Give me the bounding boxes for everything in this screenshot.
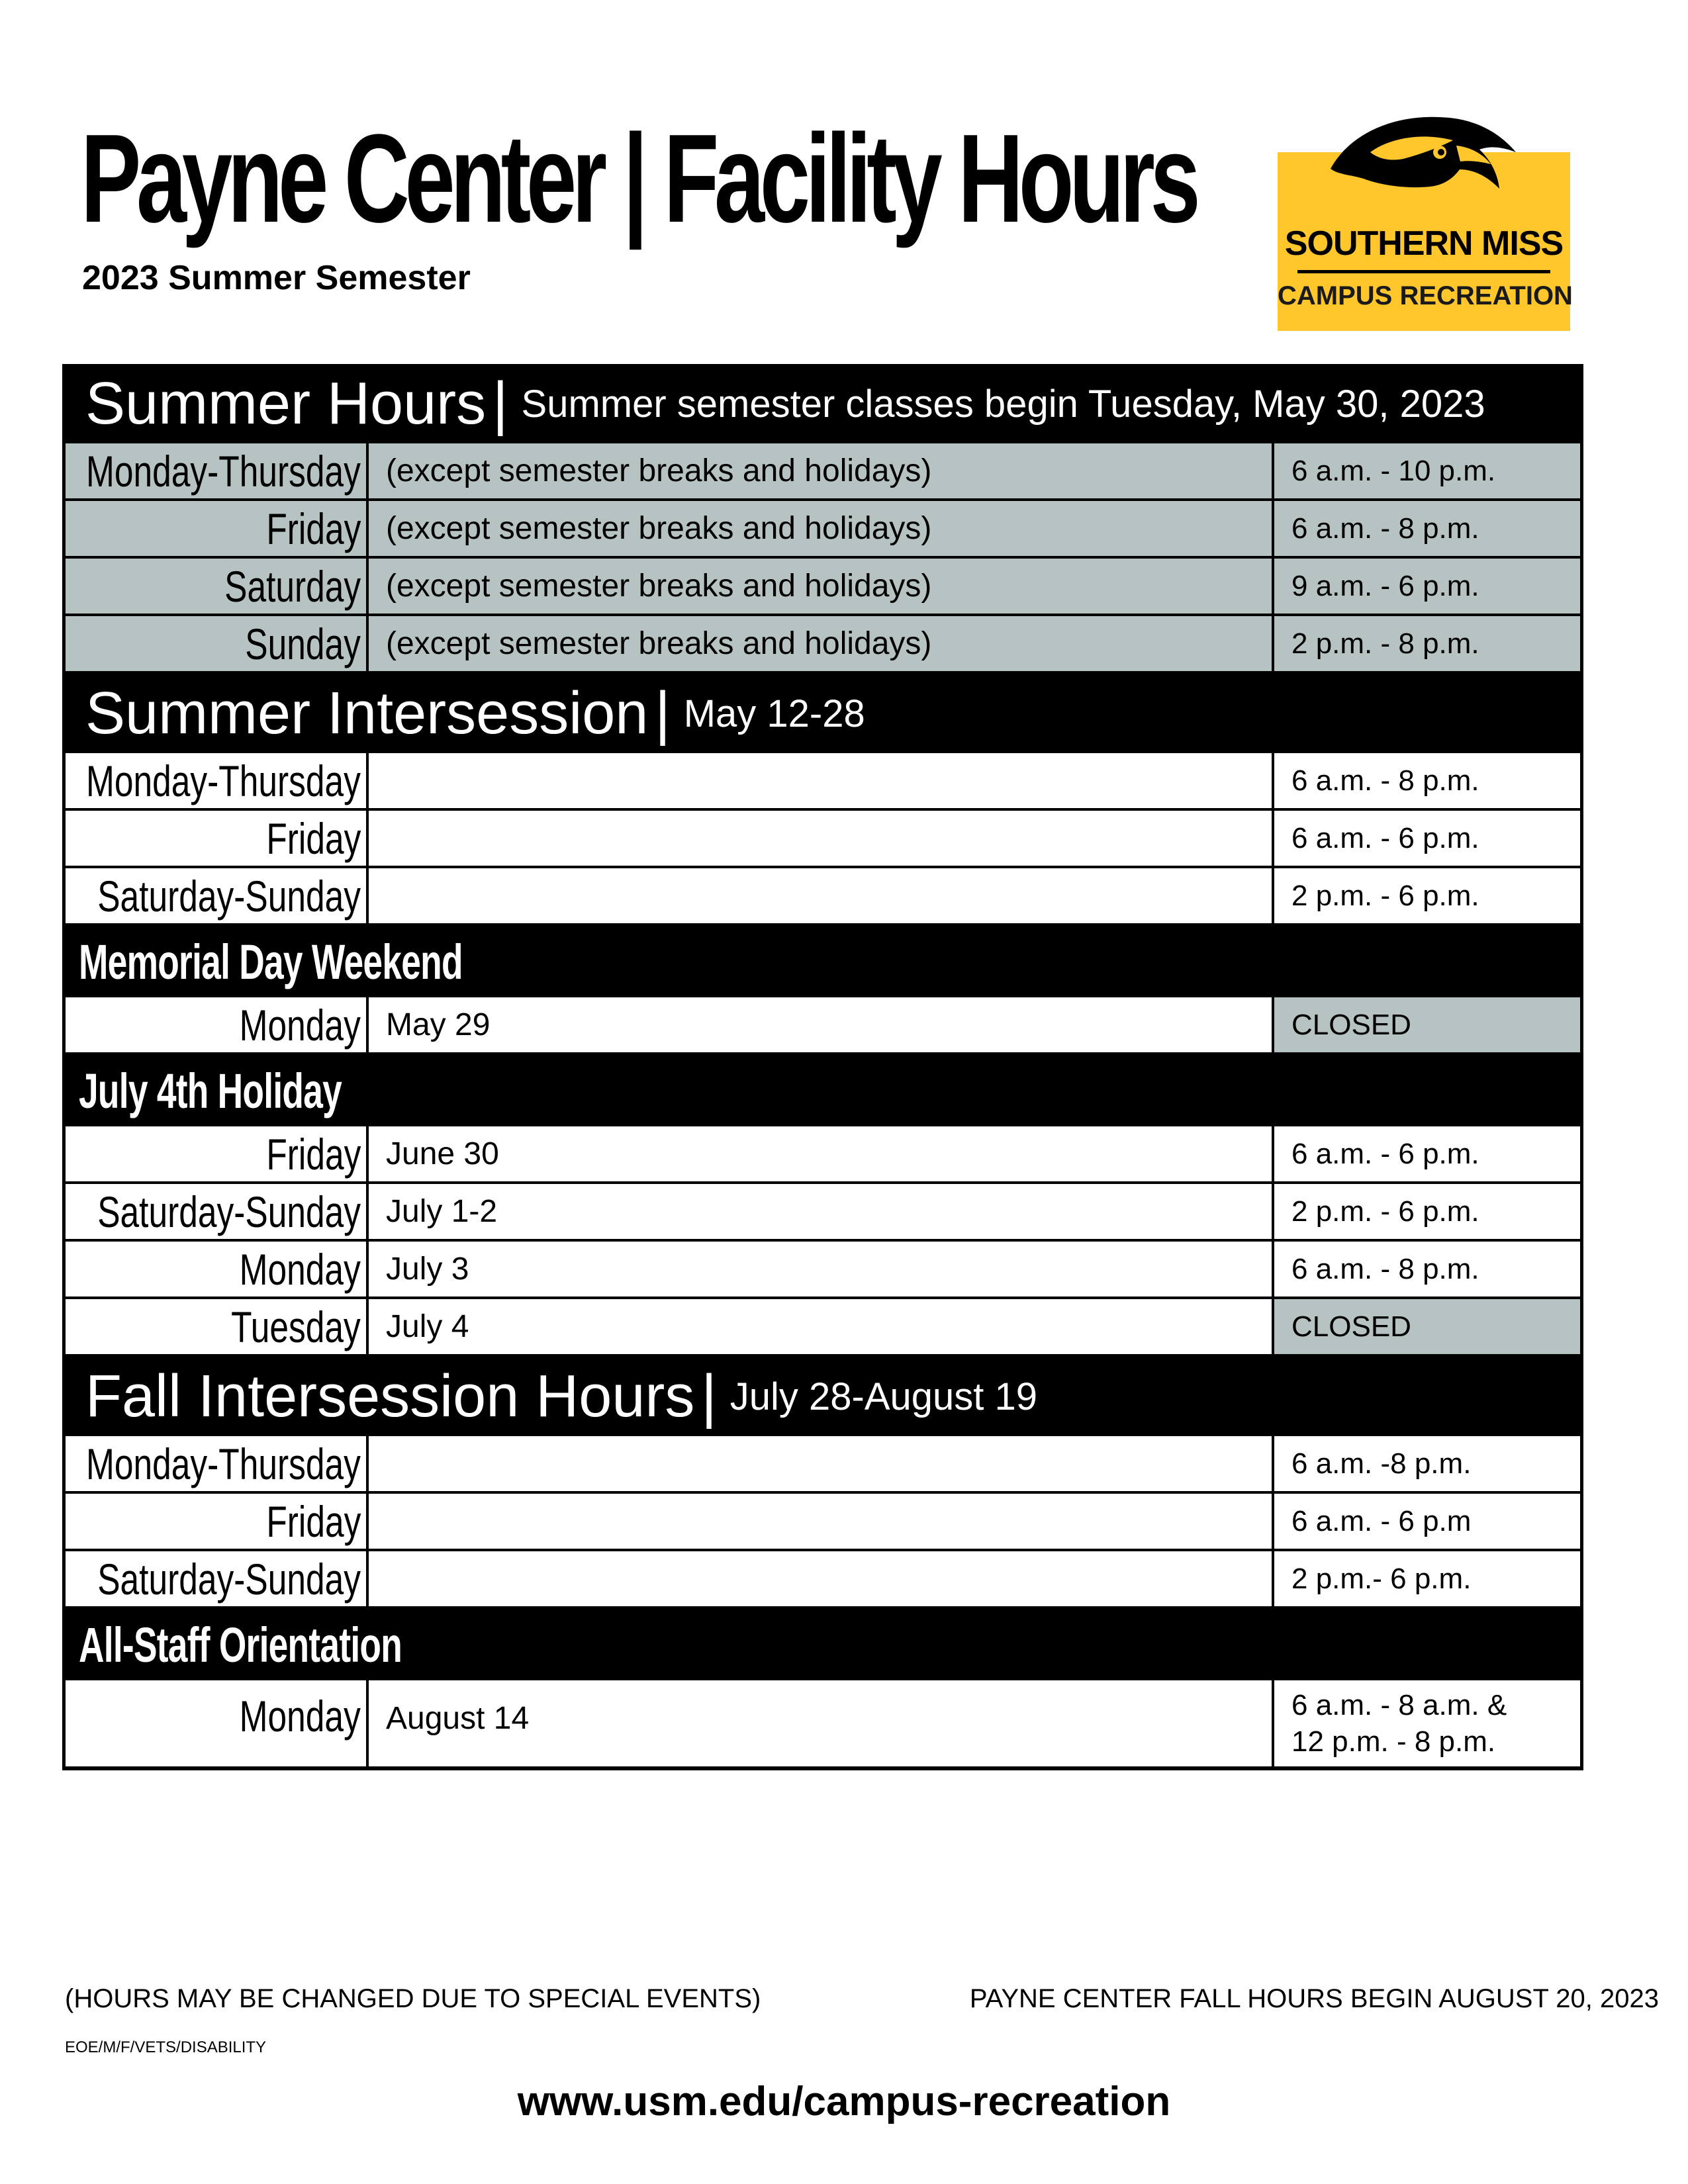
southern-miss-logo [1278, 106, 1573, 331]
table-row [66, 1494, 1580, 1551]
page-subtitle: 2023 Summer Semester [82, 259, 471, 297]
section-header-orientation [66, 1609, 1580, 1680]
day-cell: Monday [66, 997, 369, 1052]
hours-cell-closed: CLOSED [1274, 1299, 1580, 1354]
logo-name: SOUTHERN MISS [1284, 224, 1564, 263]
day-cell: Monday [66, 1680, 369, 1766]
hours-cell: 2 p.m.- 6 p.m. [1291, 1562, 1472, 1595]
logo-dept: CAMPUS RECREATION [1278, 281, 1573, 310]
hours-cell: 6 a.m. - 6 p.m [1291, 1504, 1472, 1537]
table-row [66, 501, 1580, 559]
section-title: Summer Hours [85, 370, 487, 437]
note-cell [369, 753, 1274, 808]
fall-hours-note: PAYNE CENTER FALL HOURS BEGIN AUGUST 20, 2023 [969, 1984, 1659, 2013]
day-cell: Saturday-Sunday [66, 1551, 369, 1606]
section-header-memorial [66, 926, 1580, 997]
hours-line: 12 p.m. - 8 p.m. [1291, 1725, 1496, 1758]
hours-cell-closed: CLOSED [1274, 997, 1580, 1052]
note-cell: July 4 [369, 1299, 1274, 1354]
note-cell [369, 811, 1274, 866]
table-row [66, 559, 1580, 616]
day-cell: Friday [66, 1494, 369, 1549]
section-title: All-Staff Orientation [79, 1617, 402, 1672]
day-cell: Monday [66, 1242, 369, 1297]
day-cell: Saturday-Sunday [66, 1184, 369, 1239]
day-cell: Tuesday [66, 1299, 369, 1354]
divider-bar: | [492, 370, 508, 437]
note-cell [369, 1494, 1274, 1549]
hours-cell: 6 a.m. -8 p.m. [1291, 1447, 1472, 1480]
note-cell: (except semester breaks and holidays) [369, 559, 1274, 614]
day-cell: Friday [66, 811, 369, 866]
day-cell: Monday-Thursday [66, 1436, 369, 1491]
section-header-intersession [66, 674, 1580, 753]
section-header-july4 [66, 1055, 1580, 1126]
table-row [66, 1680, 1580, 1770]
hours-cell: 9 a.m. - 6 p.m. [1291, 569, 1479, 602]
divider-bar: | [655, 680, 671, 747]
note-cell: May 29 [369, 997, 1274, 1052]
hours-cell: 2 p.m. - 6 p.m. [1291, 879, 1479, 912]
page-title: Payne Center | Facility Hours [81, 109, 1196, 249]
hours-cell: 6 a.m. - 8 p.m. [1291, 1252, 1479, 1285]
note-cell: July 3 [369, 1242, 1274, 1297]
eoe-statement: EOE/M/F/VETS/DISABILITY [65, 2038, 267, 2056]
day-cell: Friday [66, 501, 369, 556]
note-cell: August 14 [369, 1680, 1274, 1766]
table-row [66, 1126, 1580, 1184]
table-row [66, 616, 1580, 674]
day-cell: Saturday [66, 559, 369, 614]
section-header-summer [66, 364, 1580, 443]
day-cell: Monday-Thursday [66, 753, 369, 808]
table-row [66, 997, 1580, 1055]
hours-cell: 2 p.m. - 6 p.m. [1291, 1195, 1479, 1228]
logo-divider [1297, 270, 1550, 273]
divider-bar: | [701, 1363, 717, 1430]
section-title: Fall Intersession Hours [85, 1363, 695, 1430]
hours-cell: 6 a.m. - 10 p.m. [1291, 454, 1496, 487]
hours-cell: 6 a.m. - 6 p.m. [1291, 1137, 1479, 1170]
table-row [66, 1299, 1580, 1357]
special-events-note: (HOURS MAY BE CHANGED DUE TO SPECIAL EVENTS) [65, 1984, 761, 2013]
note-cell: (except semester breaks and holidays) [369, 501, 1274, 556]
note-cell [369, 1551, 1274, 1606]
table-row [66, 811, 1580, 868]
table-row [66, 868, 1580, 926]
website-url[interactable]: www.usm.edu/campus-recreation [517, 2079, 1171, 2124]
section-title: July 4th Holiday [79, 1063, 342, 1118]
section-title: Memorial Day Weekend [79, 934, 463, 989]
note-cell: (except semester breaks and holidays) [369, 443, 1274, 498]
eagle-icon [1324, 106, 1523, 218]
hours-cell: 6 a.m. - 8 p.m. [1291, 512, 1479, 545]
day-cell: Saturday-Sunday [66, 868, 369, 923]
note-cell [369, 868, 1274, 923]
note-cell: July 1-2 [369, 1184, 1274, 1239]
note-cell: June 30 [369, 1126, 1274, 1181]
hours-cell: 6 a.m. - 6 p.m. [1291, 821, 1479, 854]
hours-cell: 2 p.m. - 8 p.m. [1291, 627, 1479, 660]
table-row [66, 443, 1580, 501]
note-cell: (except semester breaks and holidays) [369, 616, 1274, 671]
day-cell: Sunday [66, 616, 369, 671]
section-subtitle: May 12-28 [683, 692, 865, 735]
hours-cell [1274, 1680, 1580, 1766]
section-title: Summer Intersession [85, 680, 649, 747]
hours-line: 6 a.m. - 8 a.m. & [1291, 1689, 1507, 1721]
section-subtitle: July 28-August 19 [729, 1375, 1038, 1418]
section-header-fall [66, 1357, 1580, 1436]
hours-table [62, 364, 1583, 1770]
table-row [66, 753, 1580, 811]
day-cell: Monday-Thursday [66, 443, 369, 498]
table-row [66, 1184, 1580, 1242]
table-row [66, 1436, 1580, 1494]
note-cell [369, 1436, 1274, 1491]
table-row [66, 1551, 1580, 1609]
section-subtitle: Summer semester classes begin Tuesday, May 30, 2023 [521, 382, 1485, 426]
table-row [66, 1242, 1580, 1299]
day-cell: Friday [66, 1126, 369, 1181]
hours-cell: 6 a.m. - 8 p.m. [1291, 764, 1479, 797]
